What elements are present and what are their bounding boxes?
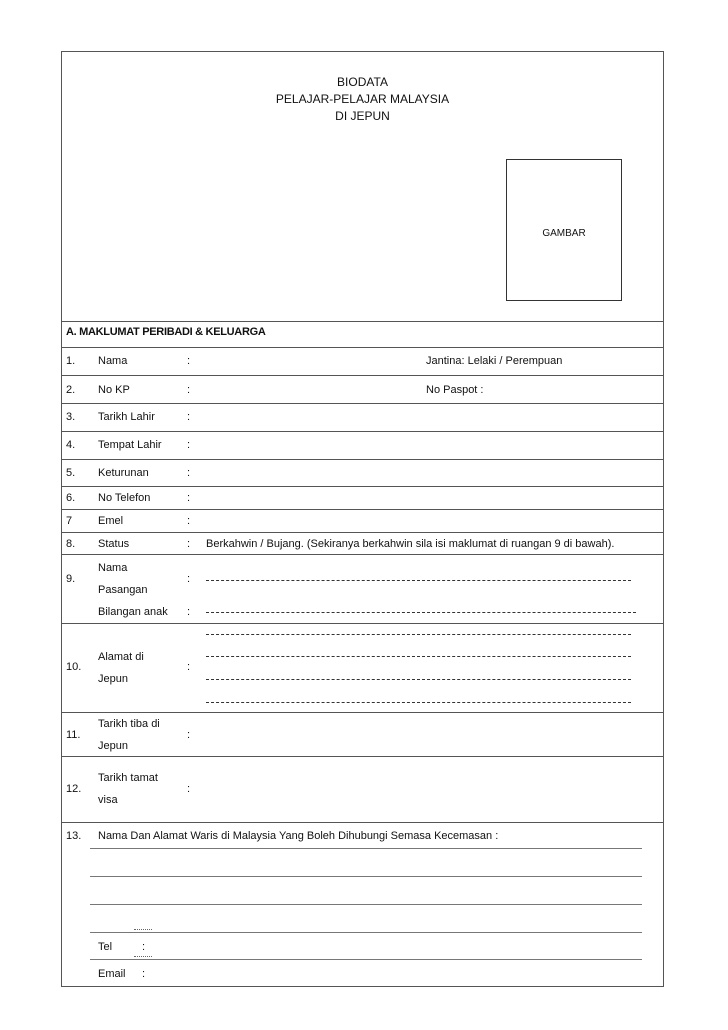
- colon: :: [187, 467, 191, 479]
- ethnicity-label: Keturunan: [98, 467, 149, 479]
- divider: [62, 623, 663, 624]
- spouse-name-line[interactable]: [206, 580, 631, 581]
- name-label: Nama: [98, 355, 128, 367]
- divider: [62, 321, 663, 322]
- arrival-date-label: Tarikh tiba di: [98, 718, 160, 730]
- colon: :: [187, 492, 191, 504]
- visa-expiry-label-cont: visa: [98, 794, 118, 806]
- form-subtitle-location: DI JEPUN: [335, 109, 390, 123]
- spouse-name-label: Nama: [98, 562, 128, 574]
- photo-label: GAMBAR: [542, 228, 586, 239]
- row-5-number: 5.: [66, 467, 76, 479]
- colon: :: [187, 384, 191, 396]
- children-count-line[interactable]: [206, 612, 636, 613]
- row-8-number: 8.: [66, 538, 76, 550]
- colon: :: [187, 783, 191, 795]
- divider: [62, 554, 663, 555]
- colon: :: [187, 729, 191, 741]
- arrival-date-label-cont: Jepun: [98, 740, 128, 752]
- dotted-mark: [134, 956, 152, 957]
- tel-label: Tel: [98, 941, 113, 953]
- email-contact-label: Email: [98, 968, 126, 980]
- colon: :: [187, 355, 191, 367]
- colon: :: [187, 515, 191, 527]
- phone-label: No Telefon: [98, 492, 151, 504]
- ic-number-label: No KP: [98, 384, 130, 396]
- divider: [62, 459, 663, 460]
- colon: :: [187, 573, 191, 585]
- row-7-number: 7: [66, 515, 73, 527]
- divider: [62, 509, 663, 510]
- row-10-number: 10.: [66, 661, 82, 673]
- row-12-number: 12.: [66, 783, 82, 795]
- row-11-number: 11.: [66, 729, 81, 741]
- gender-field-label[interactable]: Jantina: Lelaki / Perempuan: [426, 355, 563, 367]
- colon: :: [187, 606, 191, 618]
- emergency-line-3[interactable]: [90, 904, 642, 905]
- emergency-line-2[interactable]: [90, 876, 642, 877]
- divider: [62, 756, 663, 757]
- birth-place-label: Tempat Lahir: [98, 439, 162, 451]
- form-subtitle: PELAJAR-PELAJAR MALAYSIA: [275, 92, 450, 106]
- row-13-number: 13.: [66, 830, 82, 842]
- emergency-contact-label: Nama Dan Alamat Waris di Malaysia Yang Boleh Dihubungi Semasa Kecemasan :: [98, 830, 499, 842]
- address-line-3[interactable]: [206, 679, 631, 680]
- divider: [62, 375, 663, 376]
- address-label-cont: Jepun: [98, 673, 128, 685]
- divider: [62, 822, 663, 823]
- colon: :: [187, 439, 191, 451]
- section-a-title: A. MAKLUMAT PERIBADI & KELUARGA: [66, 326, 266, 338]
- colon: :: [187, 538, 191, 550]
- divider: [62, 347, 663, 348]
- photo-box[interactable]: [506, 159, 622, 301]
- colon: :: [142, 941, 146, 953]
- emergency-line-4[interactable]: [90, 932, 642, 933]
- row-4-number: 4.: [66, 439, 76, 451]
- row-9-number: 9.: [66, 573, 76, 585]
- status-value[interactable]: Berkahwin / Bujang. (Sekiranya berkahwin sila isi maklumat di ruangan 9 di bawah).: [206, 538, 615, 550]
- divider: [62, 532, 663, 533]
- dotted-mark: [134, 929, 152, 930]
- passport-number-label: No Paspot :: [426, 384, 484, 396]
- tel-line[interactable]: [90, 959, 642, 960]
- row-6-number: 6.: [66, 492, 76, 504]
- divider: [62, 486, 663, 487]
- colon: :: [187, 661, 191, 673]
- email-label: Emel: [98, 515, 124, 527]
- address-line-1[interactable]: [206, 634, 631, 635]
- divider: [62, 403, 663, 404]
- divider: [62, 431, 663, 432]
- row-1-number: 1.: [66, 355, 76, 367]
- form-title: BIODATA: [337, 75, 388, 89]
- address-line-4[interactable]: [206, 702, 631, 703]
- row-2-number: 2.: [66, 384, 76, 396]
- emergency-line-1[interactable]: [90, 848, 642, 849]
- colon: :: [187, 411, 191, 423]
- spouse-name-label-cont: Pasangan: [98, 584, 148, 596]
- colon: :: [142, 968, 146, 980]
- divider: [62, 712, 663, 713]
- row-3-number: 3.: [66, 411, 76, 423]
- visa-expiry-label: Tarikh tamat: [98, 772, 158, 784]
- status-label: Status: [98, 538, 130, 550]
- children-count-label: Bilangan anak: [98, 606, 168, 618]
- address-label: Alamat di: [98, 651, 144, 663]
- birth-date-label: Tarikh Lahir: [98, 411, 155, 423]
- address-line-2[interactable]: [206, 656, 631, 657]
